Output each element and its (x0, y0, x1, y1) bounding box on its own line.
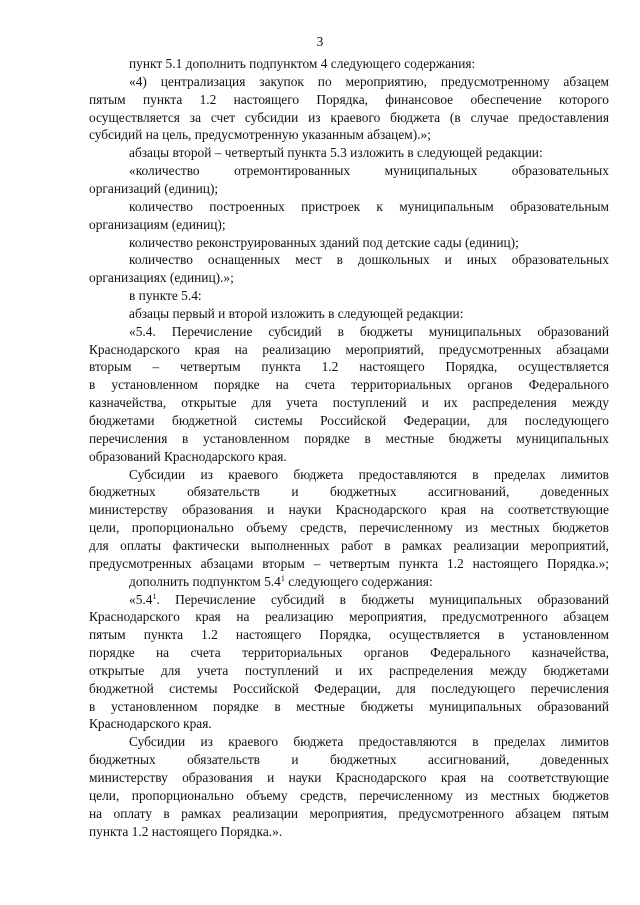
text-line (89, 394, 609, 411)
text-line (89, 126, 609, 143)
text-line (89, 180, 609, 197)
text-line (129, 287, 609, 304)
line-text: «5.4. Перечисление субсидий в бюджеты муниципальных образований (129, 323, 609, 339)
text-line (89, 680, 609, 697)
text-line (129, 305, 609, 322)
text-line (89, 501, 609, 518)
line-text: министерству образования и науки Краснодарского края на соответствующие (89, 502, 609, 518)
line-text: в пункте 5.4: (129, 288, 202, 304)
text-line (89, 269, 609, 286)
line-text: Субсидии из краевого бюджета предоставляются в пределах лимитов (129, 734, 609, 750)
line-text: Краснодарского края на реализацию мероприятий, предусмотренных абзацами (89, 341, 609, 357)
text-line (129, 466, 609, 483)
line-text: Субсидии из краевого бюджета предоставляются в пределах лимитов (129, 466, 609, 482)
text-line (89, 412, 609, 429)
line-text-continuation: следующего содержания: (284, 573, 433, 589)
line-text: бюджетных обязательств и бюджетных ассигнований, доведенных (89, 484, 609, 500)
text-line (129, 251, 609, 268)
line-text: в установленном порядке на счета территориальных органов Федерального (89, 377, 609, 393)
line-text: цели, пропорционально объему средств, перечисленному из местных бюджетов (89, 787, 609, 803)
text-line (89, 341, 609, 358)
line-text: пункт 5.1 дополнить подпунктом 4 следующего содержания: (129, 56, 476, 71)
text-line (89, 715, 609, 732)
text-line (89, 358, 609, 375)
line-text: пункта 1.2 настоящего Порядка.». (89, 823, 283, 839)
line-text: «4) централизация закупок по мероприятию, предусмотренному абзацем (129, 73, 609, 89)
line-text: открытые для учета поступлений и их распределения между бюджетами (89, 662, 609, 678)
line-text: бюджетных обязательств и бюджетных ассигнований, доведенных (89, 752, 609, 768)
line-text: количество оснащенных мест в дошкольных и иных образовательных (129, 252, 609, 268)
line-text: вторым – четвертым пункта 1.2 настоящего Порядка, осуществляется (89, 359, 609, 375)
line-text: Краснодарского края на реализацию мероприятия, предусмотренного абзацем (89, 609, 609, 625)
text-line (89, 626, 609, 643)
line-text: дополнить подпунктом 5.4 (129, 573, 281, 589)
text-line (89, 751, 609, 768)
line-text: порядке на счета территориальных органов Федерального казначейства, (89, 645, 609, 661)
line-text: абзацы первый и второй изложить в следующей редакции: (129, 305, 464, 321)
text-line (89, 823, 609, 840)
line-text: количество реконструированных зданий под детские сады (единиц); (129, 234, 519, 250)
text-line (89, 769, 609, 786)
text-line (129, 591, 609, 608)
line-text: «количество отремонтированных муниципальных образовательных (129, 163, 609, 179)
superscript-index: 1 (152, 591, 157, 601)
line-text: в установленном порядке в местные бюджеты муниципальных образований (89, 698, 609, 714)
line-text: образований Краснодарского края. (89, 448, 287, 464)
line-text: цели, пропорционально объему средств, перечисленному из местных бюджетов (89, 520, 609, 536)
text-line (129, 234, 609, 251)
line-text: Краснодарского края. (89, 716, 212, 732)
text-line (89, 787, 609, 804)
line-text: пятым пункта 1.2 настоящего Порядка, осуществляется в установленном (89, 627, 609, 643)
text-line (89, 698, 609, 715)
text-line (89, 805, 609, 822)
line-text: пятым пункта 1.2 настоящего Порядка, финансовое обеспечение которого (89, 91, 609, 107)
line-text: организациям (единиц); (89, 216, 226, 232)
text-line (89, 537, 609, 554)
text-line (89, 608, 609, 625)
text-line (89, 216, 609, 233)
line-text: предусмотренных абзацами вторым – четвертым пункта 1.2 настоящего Порядка.»; (89, 555, 609, 571)
text-line (129, 198, 609, 215)
text-line (89, 448, 609, 465)
text-line (129, 573, 609, 590)
text-line (129, 323, 609, 340)
text-line (89, 483, 609, 500)
line-text: перечисления в установленном порядке в местные бюджеты муниципальных (89, 430, 609, 446)
line-text: субсидий на цель, предусмотренную указанным абзацем).»; (89, 127, 431, 143)
line-text: бюджетами бюджетной системы Российской Федерации, для последующего (89, 413, 609, 428)
text-line (129, 55, 609, 72)
text-line (89, 644, 609, 661)
line-text: казначейства, открытые для учета поступлений и их распределения между (89, 395, 609, 411)
text-line (89, 555, 609, 572)
line-text: министерству образования и науки Краснодарского края на соответствующие (89, 770, 609, 785)
line-text-continuation: . Перечисление субсидий в бюджеты муниципальных образований (156, 591, 609, 607)
line-text: организациях (единиц).»; (89, 270, 234, 286)
text-line (89, 109, 609, 126)
line-text: организаций (единиц); (89, 180, 219, 196)
line-text: количество построенных пристроек к муниципальным образовательным (129, 198, 609, 214)
text-line (89, 376, 609, 393)
page-number: 3 (316, 34, 324, 49)
line-text: для оплаты фактически выполненных работ в рамках реализации мероприятий, (89, 537, 609, 553)
text-line (89, 430, 609, 447)
text-line (129, 144, 609, 161)
superscript-index: 1 (280, 573, 285, 583)
text-line (129, 162, 609, 179)
text-line (89, 91, 609, 108)
line-text: бюджетной системы Российской Федерации, для последующего перечисления (89, 680, 609, 696)
text-line (129, 733, 609, 750)
line-text: «5.4 (129, 591, 153, 607)
line-text: абзацы второй – четвертый пункта 5.3 изложить в следующей редакции: (129, 145, 543, 161)
text-line (89, 662, 609, 679)
text-line (89, 519, 609, 536)
line-text: на оплату в рамках реализации мероприятия, предусмотренного абзацем пятым (89, 805, 609, 821)
text-line (129, 73, 609, 90)
line-text: осуществляется за счет субсидии из краевого бюджета (в случае предоставления (89, 109, 609, 125)
